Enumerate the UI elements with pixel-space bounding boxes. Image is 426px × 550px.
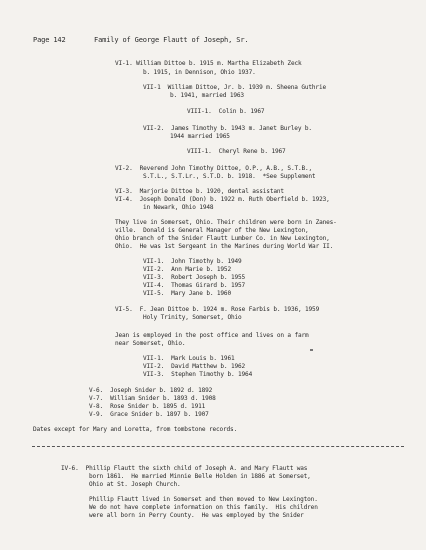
ink-speck: [310, 349, 313, 351]
child-entry: VII-2. David Matthew b. 1962: [143, 363, 246, 370]
child-entry: VII-1. Mark Louis b. 1961: [143, 355, 235, 362]
paragraph-line: Ohio. He was 1st Sergeant in the Marines during World War II.: [115, 243, 334, 250]
entry-iv6-line1: IV-6. Phillip Flautt the sixth child of Joseph A. and Mary Flautt was: [61, 465, 308, 472]
entry-vi1-line1: VI-1. William Dittoe b. 1915 m. Martha Elizabeth Zeck: [115, 60, 302, 67]
entry-vi4-line2: in Newark, Ohio 1948: [143, 204, 214, 211]
paragraph-line: Phillip Flautt lived in Somerset and then moved to New Lexington.: [89, 496, 318, 503]
child-entry: VII-5. Mary Jane b. 1960: [143, 290, 231, 297]
entry-v9: V-9. Grace Snider b. 1897 b. 1907: [89, 411, 209, 418]
paragraph-line: Jean is employed in the post office and lives on a farm: [115, 332, 309, 339]
entry-vi1-line2: b. 1915, in Dennison, Ohio 1937.: [143, 69, 256, 76]
paragraph-line: ville. Donald is General Manager of the New Lexington,: [115, 227, 309, 234]
entry-vi2-line2: S.T.L., S.T.Lr., S.T.D. b. 1918. *See Supplement: [143, 173, 316, 180]
entry-iv6-line2: born 1861. He married Minnie Belle Holden in 1886 at Somerset,: [89, 473, 311, 480]
entry-iv6-line3: Ohio at St. Joseph Church.: [89, 481, 181, 488]
entry-vii1-line2: b. 1941, married 1963: [170, 92, 244, 99]
entry-vi5-line2: Holy Trinity, Somerset, Ohio: [143, 314, 242, 321]
entry-viii1-colin: VIII-1. Colin b. 1967: [187, 108, 265, 115]
section-divider: [32, 446, 404, 447]
entry-vi2-line1: VI-2. Reverend John Timothy Dittoe, O.P., A.B., S.T.B.,: [115, 165, 313, 172]
child-entry: VII-4. Thomas Girard b. 1957: [143, 282, 246, 289]
paragraph-line: were all born in Perry County. He was employed by the Snider: [89, 512, 304, 519]
entry-vii2-line1: VII-2. James Timothy b. 1943 m. Janet Burley b.: [143, 125, 312, 132]
child-entry: VII-3. Robert Joseph b. 1955: [143, 274, 246, 281]
entry-vi5-line1: VI-5. F. Jean Dittoe b. 1924 m. Rose Farbis b. 1936, 1959: [115, 306, 320, 313]
page-title: Family of George Flautt of Joseph, Sr.: [94, 36, 249, 44]
entry-viii1-cheryl: VIII-1. Cheryl Rene b. 1967: [187, 148, 286, 155]
entry-vii1-line1: VII-1 William Dittoe, Jr. b. 1939 m. Sheena Guthrie: [143, 84, 326, 91]
child-entry: VII-3. Stephen Timothy b. 1964: [143, 371, 253, 378]
entry-v6: V-6. Joseph Snider b. 1892 d. 1892: [89, 387, 213, 394]
entry-vi3: VI-3. Marjorie Dittoe b. 1920, dental assistant: [115, 188, 284, 195]
child-entry: VII-2. Ann Marie b. 1952: [143, 266, 231, 273]
child-entry: VII-1. John Timothy b. 1949: [143, 258, 242, 265]
dates-note: Dates except for Mary and Loretta, from tombstone records.: [33, 426, 238, 433]
entry-v7: V-7. William Snider b. 1893 d. 1908: [89, 395, 216, 402]
page-number: Page 142: [33, 36, 66, 44]
entry-vii2-line2: 1944 married 1965: [170, 133, 230, 140]
paragraph-line: They live in Somerset, Ohio. Their children were born in Zanes-: [115, 219, 337, 226]
paragraph-line: Ohio branch of the Snider Flautt Lumber Co. in New Lexington,: [115, 235, 330, 242]
entry-vi4-line1: VI-4. Joseph Donald (Don) b. 1922 m. Ruth Oberfield b. 1923,: [115, 196, 330, 203]
paragraph-line: near Somerset, Ohio.: [115, 340, 186, 347]
entry-v8: V-8. Rose Snider b. 1895 d. 1911: [89, 403, 206, 410]
paragraph-line: We do not have complete information on this family. His children: [89, 504, 318, 511]
